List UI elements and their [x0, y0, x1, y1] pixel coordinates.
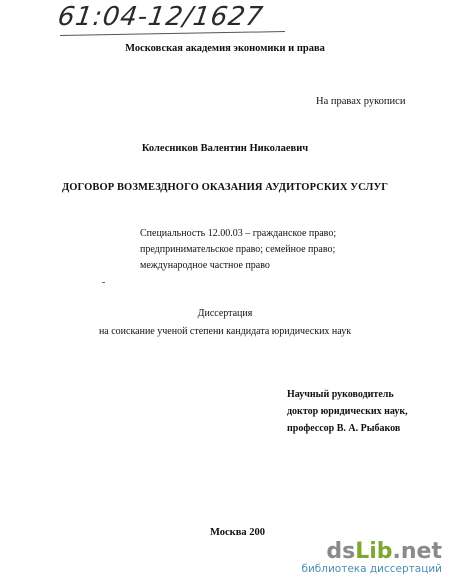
city-year: Москва 200	[210, 527, 266, 538]
supervisor-line: Научный руководитель	[287, 389, 394, 400]
author-name: Колесников Валентин Николаевич	[141, 143, 309, 154]
supervisor-line: профессор В. А. Рыбаков	[287, 423, 401, 434]
dslib-watermark[interactable]	[301, 541, 442, 576]
specialty-line: предпринимательское право; семейное право;	[140, 244, 336, 255]
dissertation-title: ДОГОВОР ВОЗМЕЗДНОГО ОКАЗАНИЯ АУДИТОРСКИХ УСЛУГ	[61, 182, 389, 193]
specialty-block	[140, 226, 336, 274]
dslib-logo	[301, 541, 442, 563]
rights-note: На правах рукописи	[316, 96, 406, 107]
supervisor-block	[287, 386, 408, 437]
scan-speck	[102, 282, 105, 283]
work-type: Диссертация	[197, 308, 253, 319]
logo-part-lib: Lib	[355, 539, 393, 564]
degree-line: на соискание ученой степени кандидата юридических наук	[98, 326, 352, 337]
logo-part-ds: ds	[326, 539, 356, 564]
supervisor-line: доктор юридических наук,	[287, 406, 408, 417]
logo-part-net: .net	[392, 539, 442, 564]
specialty-line: международное частное право	[140, 260, 270, 271]
watermark-subtitle: библиотека диссертаций	[301, 563, 442, 575]
institution-name: Московская академия экономики и права	[125, 43, 325, 54]
archive-number-handwritten: 61:04-12/1627	[55, 2, 266, 32]
specialty-line: Специальность 12.00.03 – гражданское право;	[140, 228, 337, 239]
